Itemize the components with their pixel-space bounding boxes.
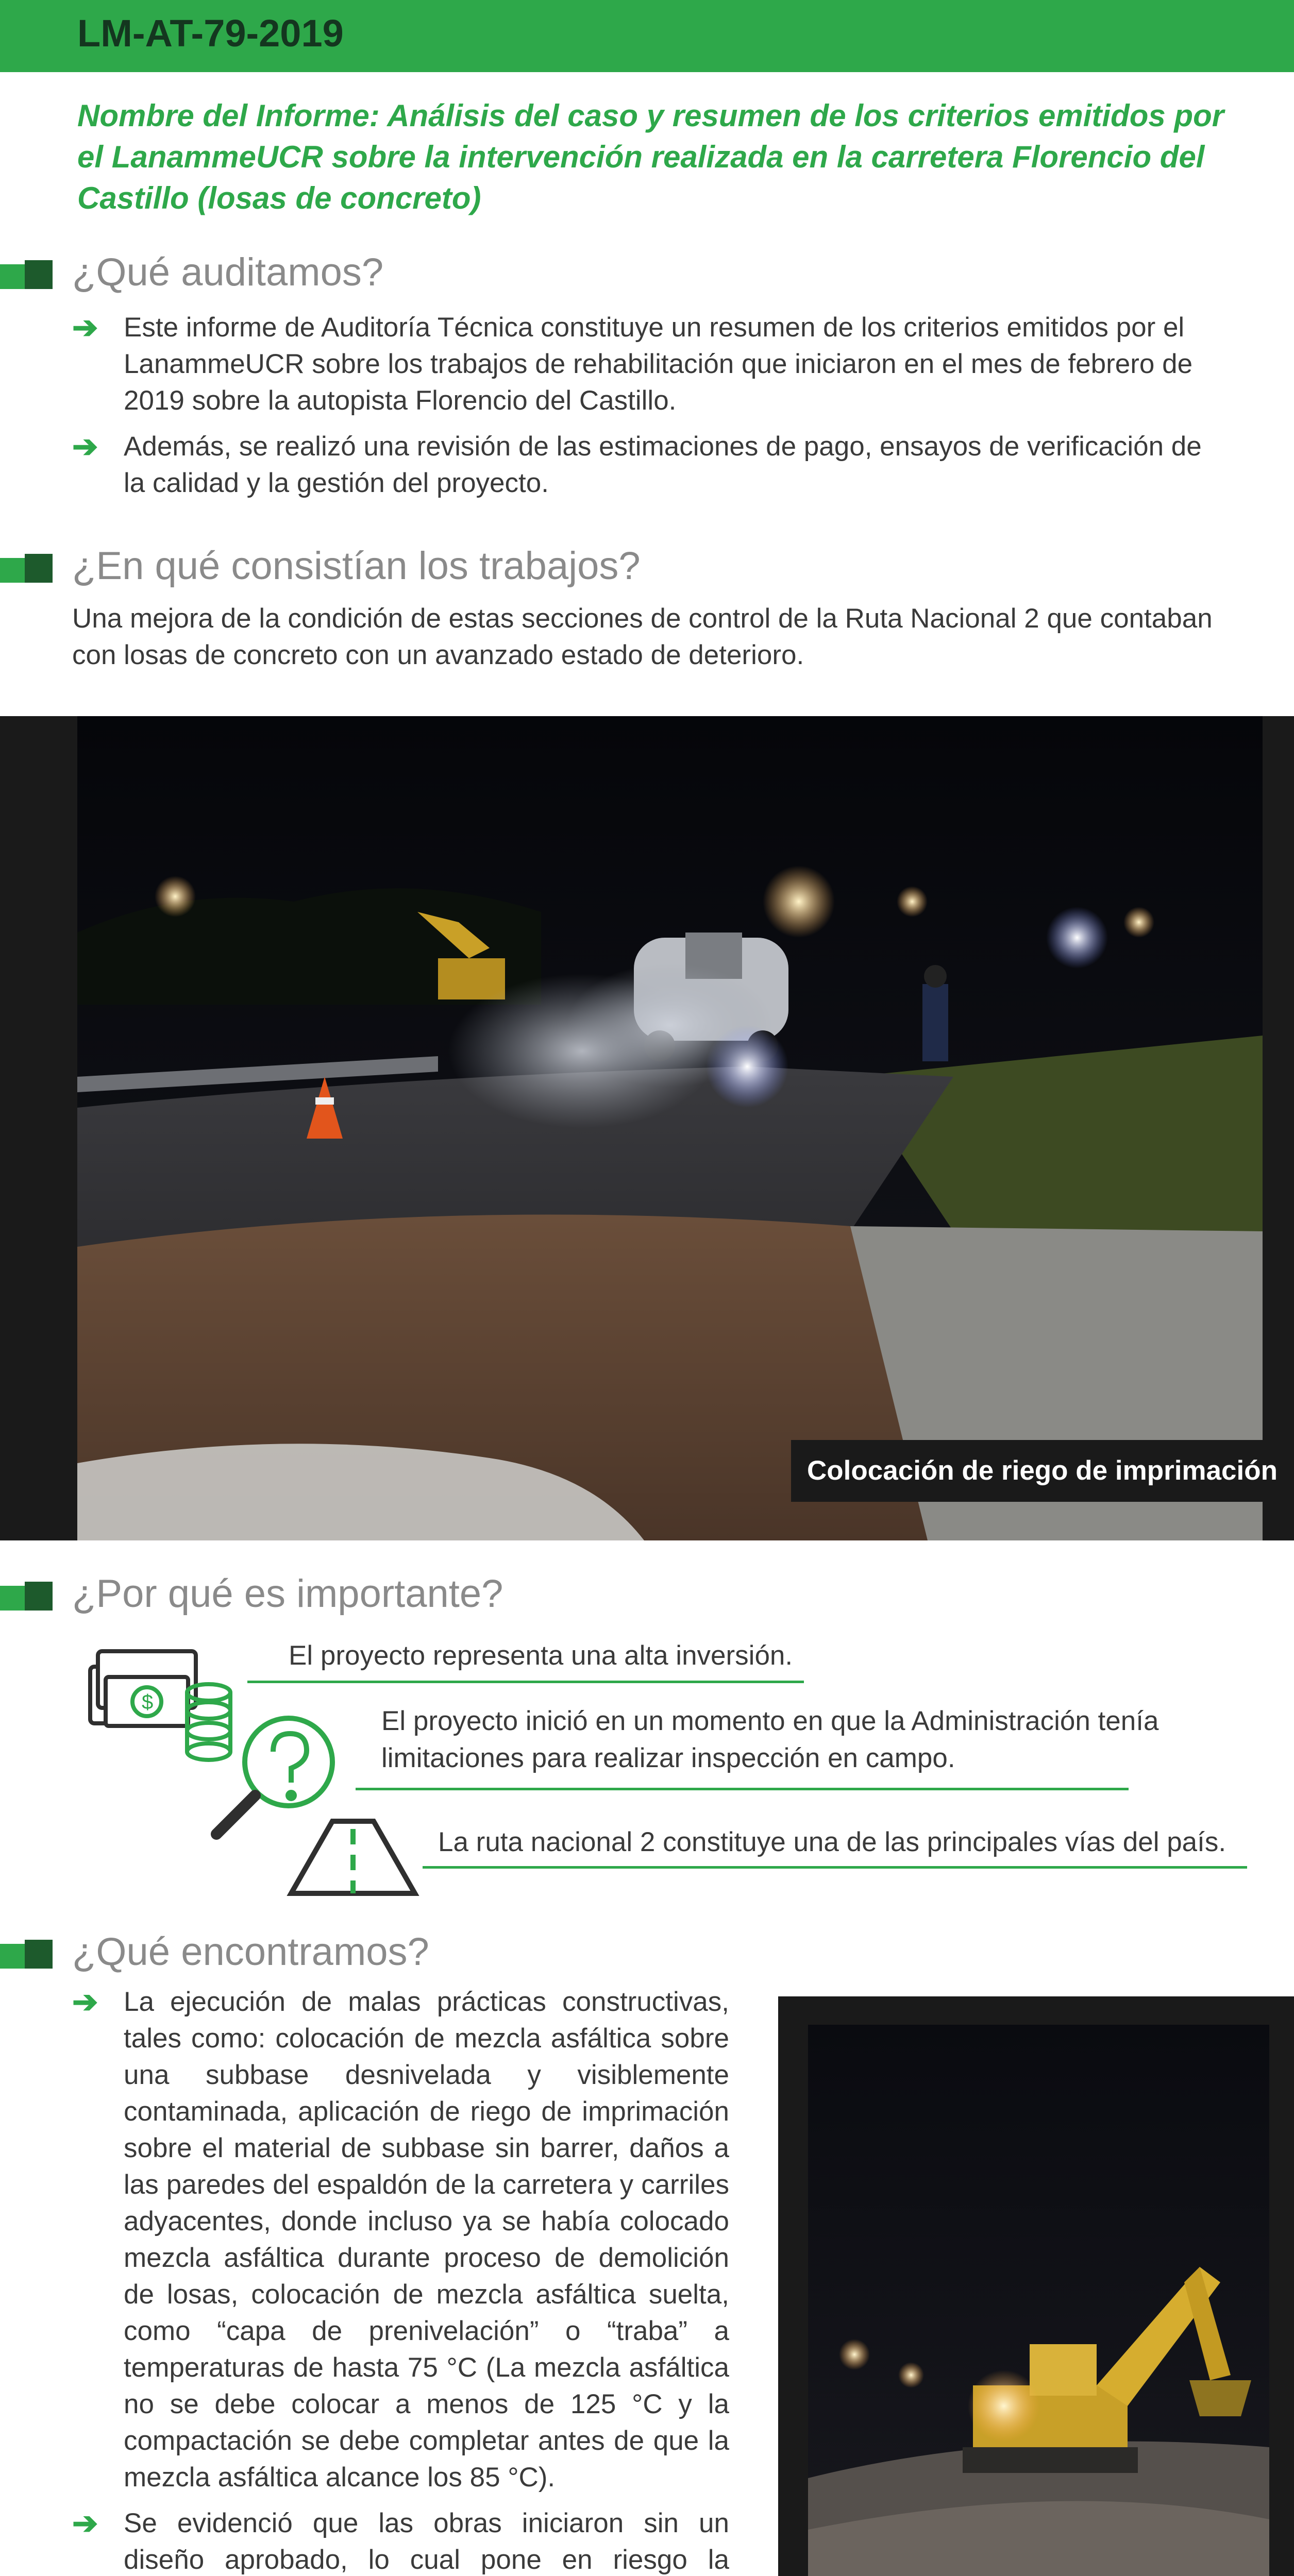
arrow-icon: ➔ [72, 310, 98, 345]
works-description: Una mejora de la condición de estas secciones de control de la Ruta Nacional 2 que contaban con losas de concreto con un avanzado estado de deterioro. [72, 603, 1213, 670]
svg-text:$: $ [142, 1691, 154, 1714]
document-code: LM-AT-79-2019 [77, 12, 344, 55]
section-marker [0, 260, 52, 289]
list-item: ➔ La ejecución de malas prácticas constructivas, tales como: colocación de mezcla asfáltica sobre una subbase desnivelada y visiblemente contaminada, aplicación de riego de imprimación sobre el material de subbase sin barrer, daños a las paredes del espaldón de la carretera y carriles adyacentes, donde incluso ya se había colocado mezcla asfáltica durante proceso de demolición de losas, colocación de mezcla asfáltica suelta, como “capa de prenivelación” o “traba” a temperaturas de hasta 75 °C (La mezcla asfáltica no se debe colocar a menos de 125 °C y la compactación se debe completar antes de que la mezcla asfáltica alcance los 85 °C). [72, 1985, 729, 2493]
night-works-photo [77, 716, 1263, 1540]
list-item: ➔ Se evidenció que las obras iniciaron sin un diseño aprobado, lo cual pone en riesgo la [72, 2506, 729, 2575]
section-title-works: ¿En qué consistían los trabajos? [72, 544, 641, 588]
section-title-findings: ¿Qué encontramos? [72, 1930, 429, 1974]
section-title-importance: ¿Por qué es importante? [72, 1572, 503, 1616]
divider [356, 1788, 1129, 1790]
arrow-icon: ➔ [72, 429, 98, 464]
audit-list [72, 309, 1226, 511]
divider [423, 1866, 1247, 1869]
section-marker [0, 1940, 52, 1969]
importance-point: El proyecto representa una alta inversión. [289, 1640, 793, 1671]
section-marker [0, 1582, 52, 1611]
findings-list-left [72, 1984, 729, 2576]
arrow-icon: ➔ [72, 1985, 98, 2019]
section-marker [0, 554, 52, 583]
importance-point: El proyecto inició en un momento en que la Administración tenía limitaciones para realizar inspección en campo. [381, 1706, 1159, 1773]
report-title: Nombre del Informe: Análisis del caso y resumen de los criterios emitidos por el LanammeUCR sobre la intervención realizada en la carretera Florencio del Castillo (losas de concreto) [77, 98, 1224, 215]
section-title-audit: ¿Qué auditamos? [72, 250, 384, 294]
list-item: ➔ Este informe de Auditoría Técnica constituye un resumen de los criterios emitidos por el LanammeUCR sobre los trabajos de rehabilitación que iniciaron en el mes de febrero de 2019 sobre la autopista Florencio del Castillo. [72, 310, 1193, 416]
divider [247, 1681, 804, 1683]
importance-point: La ruta nacional 2 constituye una de las principales vías del país. [438, 1827, 1226, 1857]
excavator-photo [808, 2025, 1269, 2576]
arrow-icon: ➔ [72, 2506, 98, 2540]
road-icon [286, 1816, 420, 1899]
photo-caption-works: Colocación de riego de imprimación [791, 1440, 1293, 1502]
list-item: ➔ Además, se realizó una revisión de las estimaciones de pago, ensayos de verificación de la calidad y la gestión del proyecto. [72, 429, 1202, 498]
